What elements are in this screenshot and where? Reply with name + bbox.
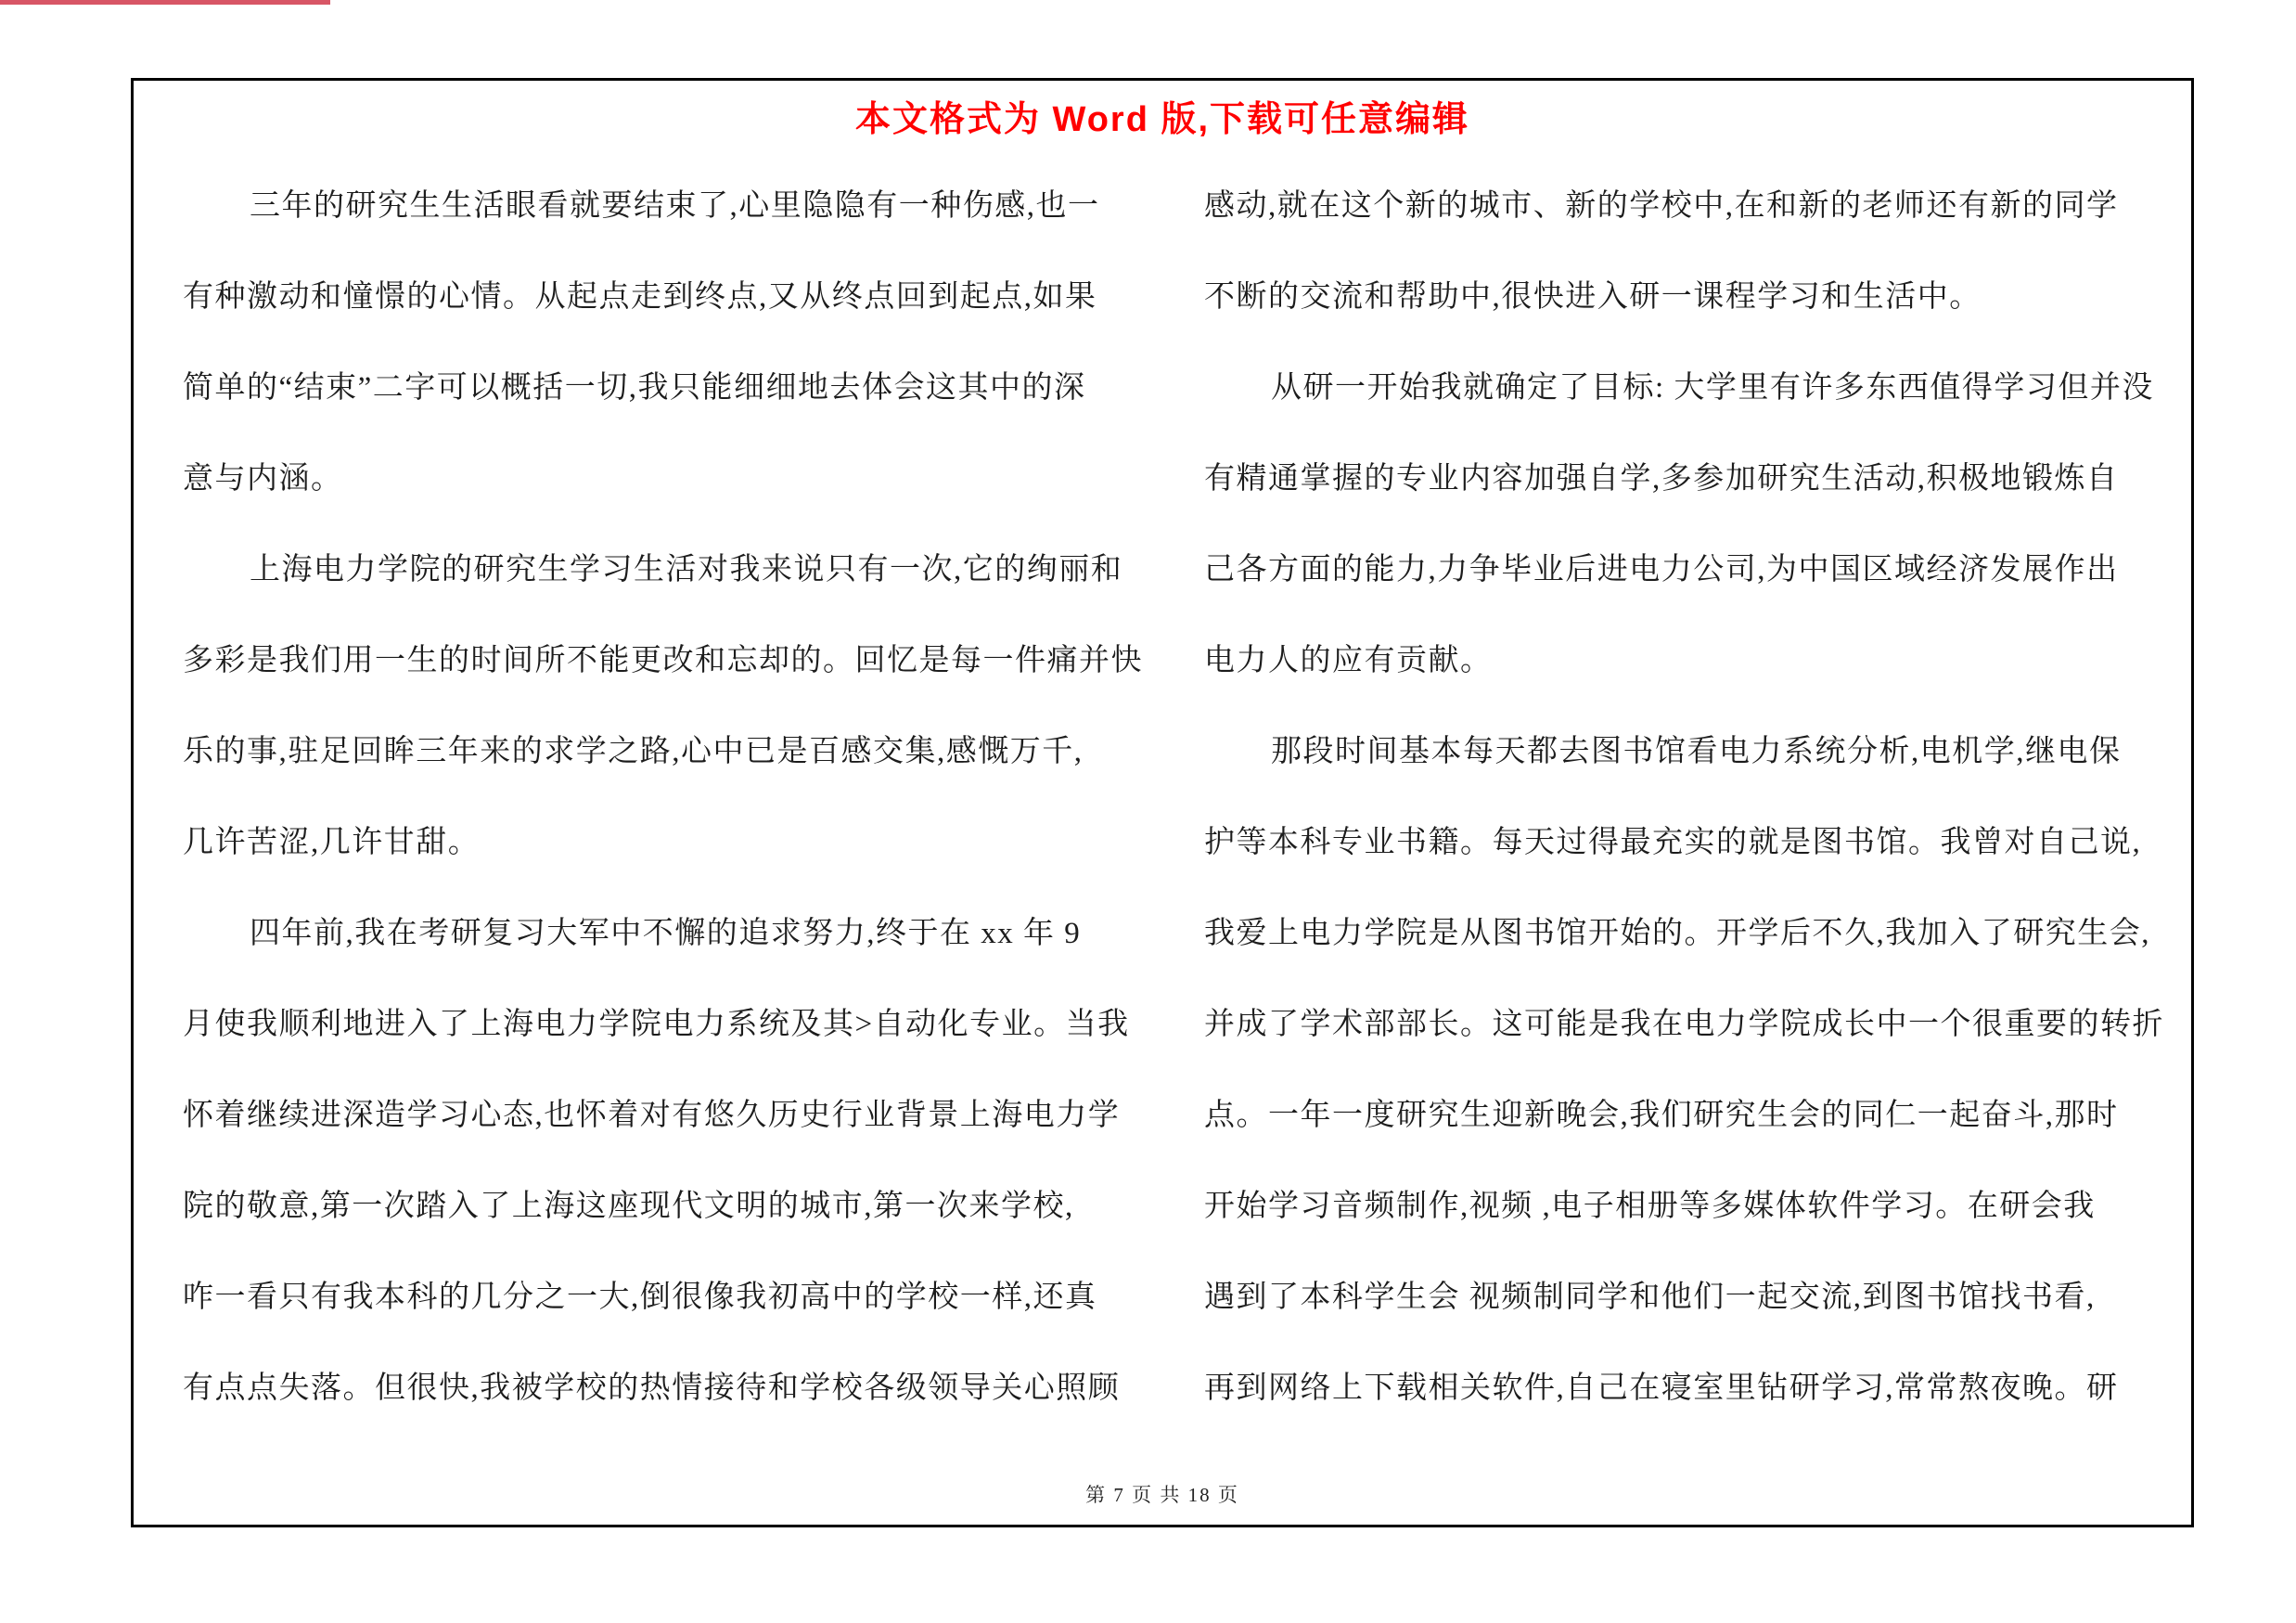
right-text-column [1204,161,2164,1434]
two-column-text-area [183,161,2164,1434]
text-line: 乐的事,驻足回眸三年来的求学之路,心中已是百感交集,感慨万千, [183,735,1084,768]
page-border-frame [131,78,2194,1527]
top-edge-artifact [0,0,330,5]
text-line: 开始学习音频制作,视频 ,电子相册等多媒体软件学习。在研会我 [1204,1190,2096,1223]
word-format-notice: 本文格式为 Word 版,下载可任意编辑 [854,100,1470,139]
text-line: 我爱上电力学院是从图书馆开始的。开学后不久,我加入了研究生会, [1204,917,2150,950]
text-line: 咋一看只有我本科的几分之一大,倒很像我初高中的学校一样,还真 [183,1281,1097,1314]
text-line: 从研一开始我就确定了目标: 大学里有许多东西值得学习但并没 [1271,371,2154,405]
text-line: 电力人的应有贡献。 [1204,644,1493,677]
text-line: 院的敬意,第一次踏入了上海这座现代文明的城市,第一次来学校, [183,1190,1074,1223]
text-line: 护等本科专业书籍。每天过得最充实的就是图书馆。我曾对自己说, [1204,826,2142,859]
text-line: 意与内涵。 [183,462,343,496]
text-line: 上海电力学院的研究生学习生活对我来说只有一次,它的绚丽和 [250,553,1123,586]
text-line: 有种激动和憧憬的心情。从起点走到终点,又从终点回到起点,如果 [183,280,1097,314]
text-line: 简单的“结束”二字可以概括一切,我只能细细地去体会这其中的深 [183,371,1086,405]
text-line: 那段时间基本每天都去图书馆看电力系统分析,电机学,继电保 [1271,735,2122,768]
text-line: 再到网络上下载相关软件,自己在寝室里钻研学习,常常熬夜晚。研 [1204,1372,2119,1405]
text-line: 并成了学术部部长。这可能是我在电力学院成长中一个很重要的转折 [1204,1008,2164,1041]
text-line: 有点点失落。但很快,我被学校的热情接待和学校各级领导关心照顾 [183,1372,1121,1405]
text-line: 四年前,我在考研复习大军中不懈的追求努力,终于在 xx 年 9 [250,917,1082,950]
text-line: 有精通掌握的专业内容加强自学,多参加研究生活动,积极地锻炼自 [1204,462,2119,496]
text-line: 遇到了本科学生会 视频制同学和他们一起交流,到图书馆找书看, [1204,1281,2096,1314]
text-line: 几许苦涩,几许甘甜。 [183,826,481,859]
text-line: 三年的研究生生活眼看就要结束了,心里隐隐有一种伤感,也一 [250,189,1100,223]
text-line: 己各方面的能力,力争毕业后进电力公司,为中国区域经济发展作出 [1204,553,2119,586]
text-line: 怀着继续进深造学习心态,也怀着对有悠久历史行业背景上海电力学 [183,1099,1121,1132]
text-line: 点。一年一度研究生迎新晚会,我们研究生会的同仁一起奋斗,那时 [1204,1099,2119,1132]
page-number-footer: 第 7 页 共 18 页 [1085,1484,1239,1506]
left-text-column [183,161,1143,1434]
text-line: 感动,就在这个新的城市、新的学校中,在和新的老师还有新的同学 [1204,189,2119,223]
text-line: 多彩是我们用一生的时间所不能更改和忘却的。回忆是每一件痛并快 [183,644,1143,677]
text-line: 不断的交流和帮助中,很快进入研一课程学习和生活中。 [1204,280,1982,314]
text-line: 月使我顺利地进入了上海电力学院电力系统及其>自动化专业。当我 [183,1008,1130,1041]
